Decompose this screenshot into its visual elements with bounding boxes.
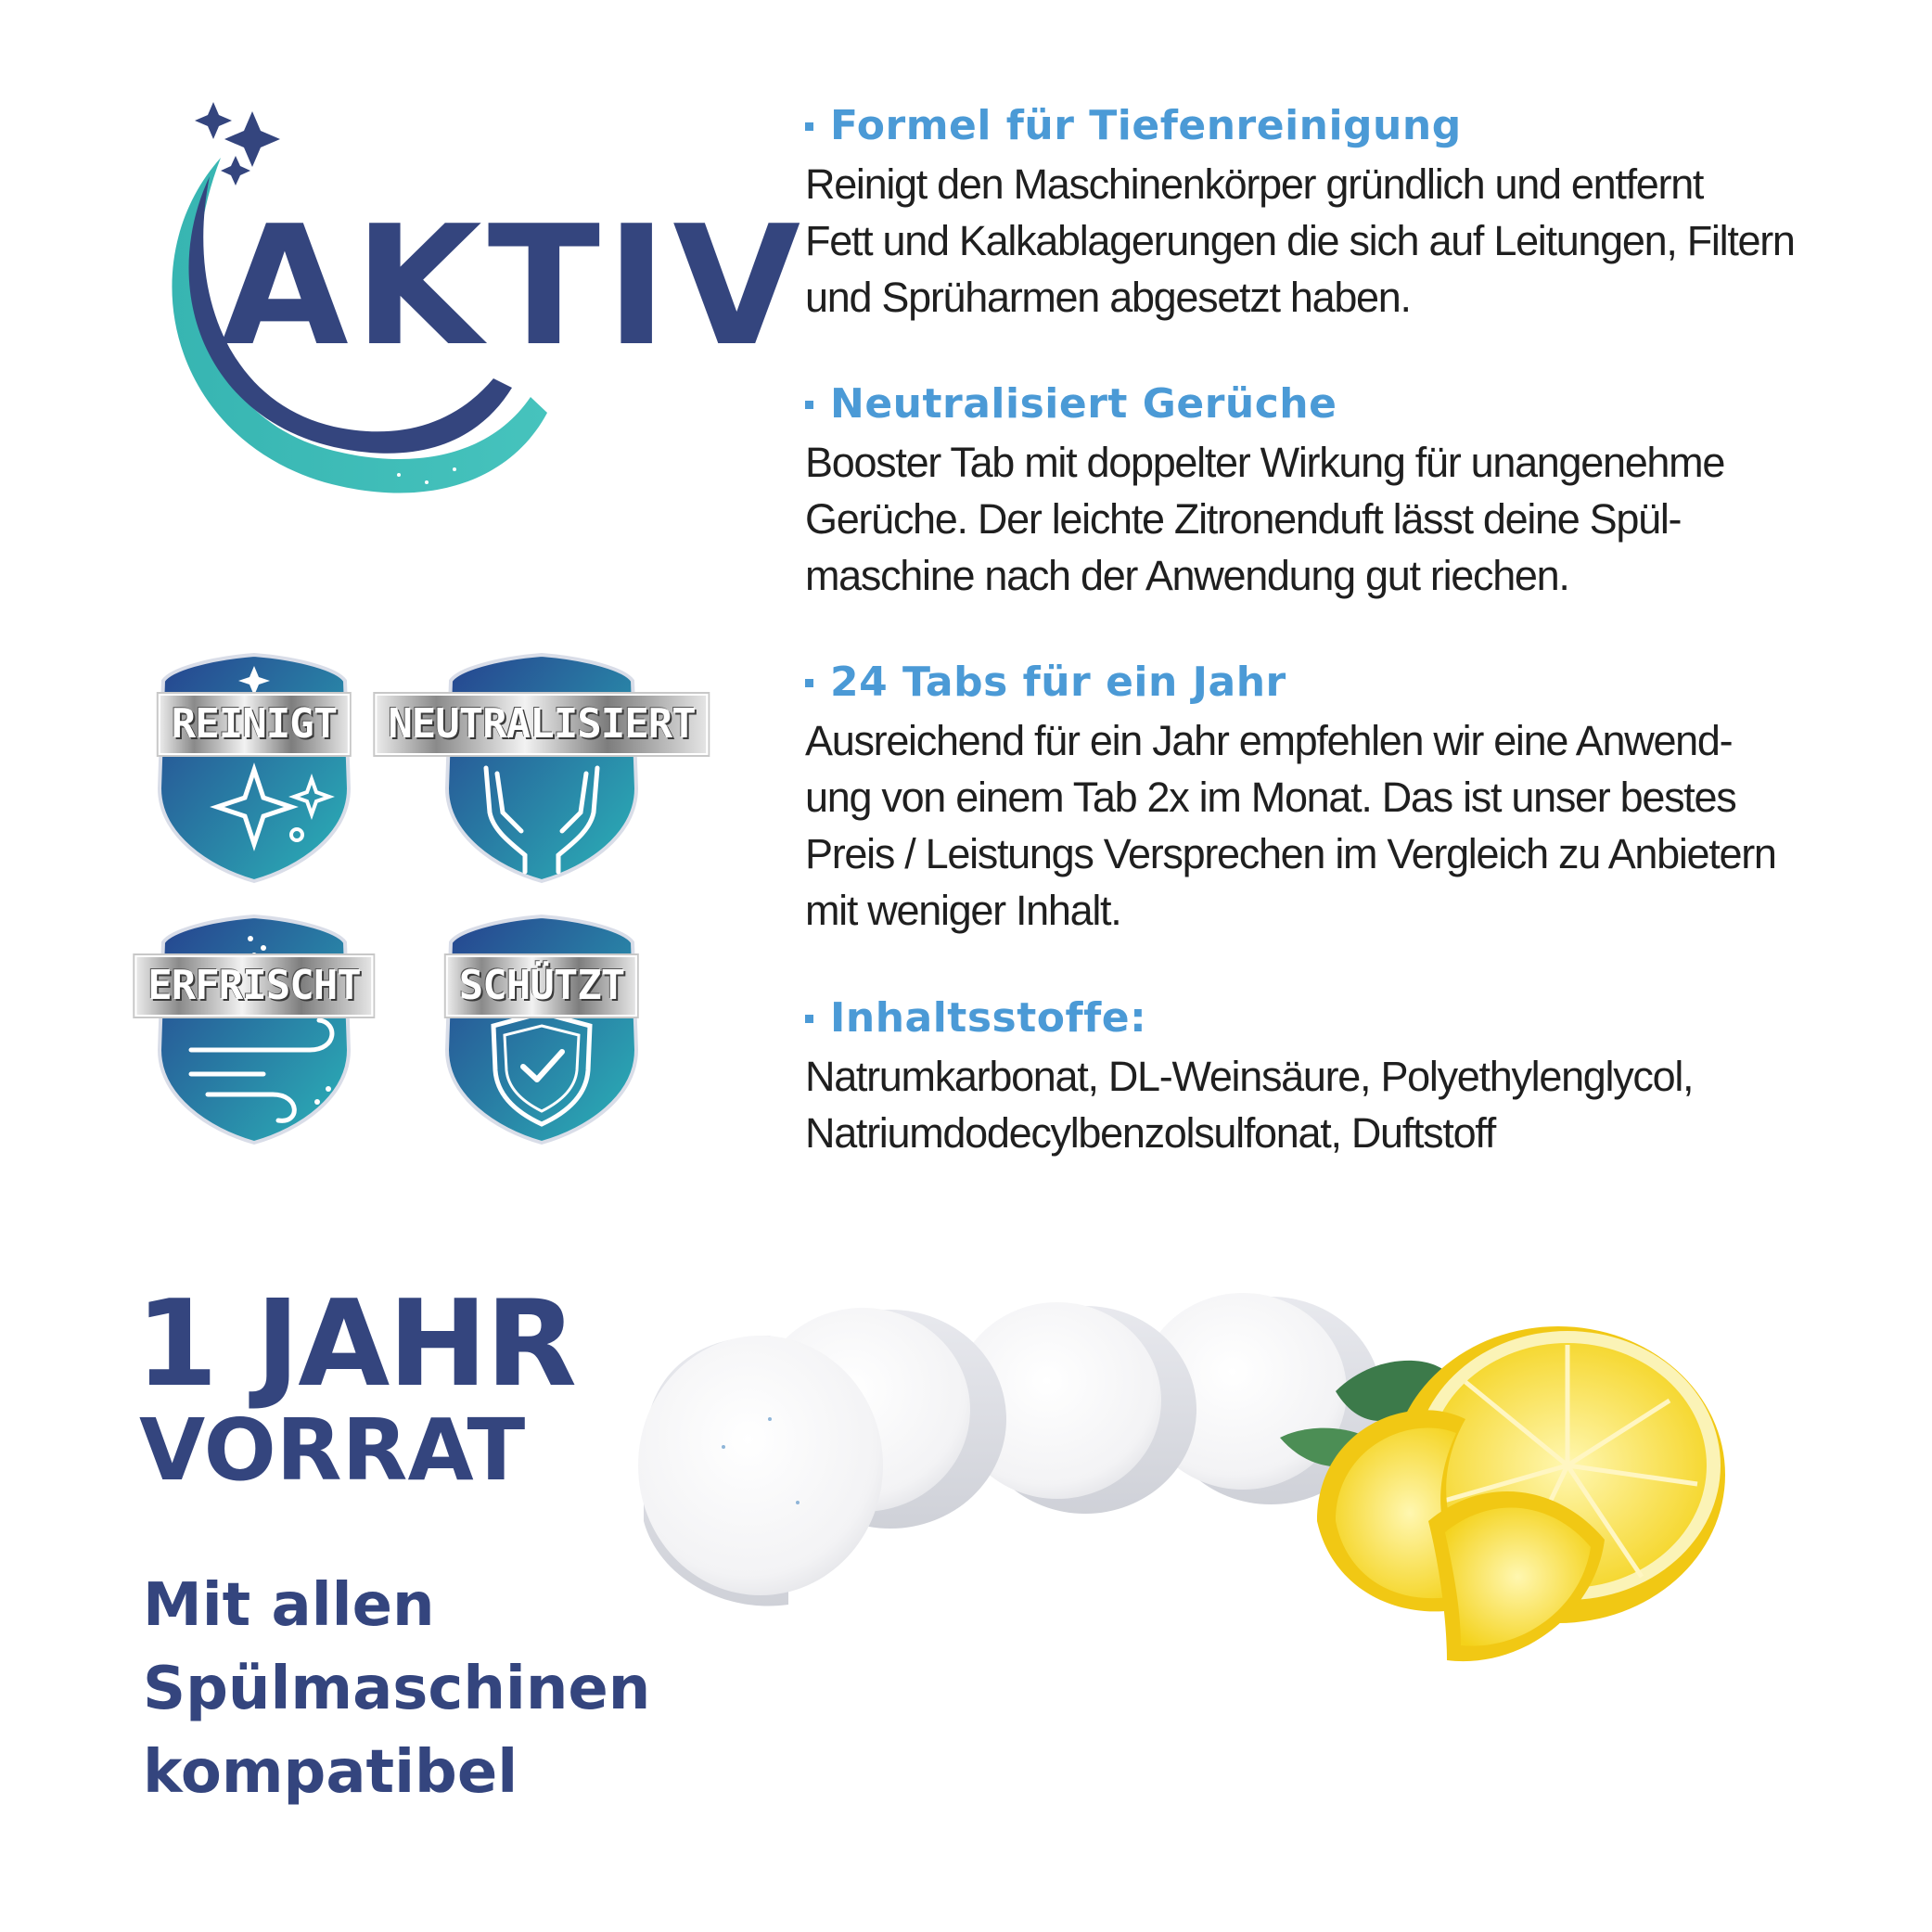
feature-tabs-year <box>805 653 1853 939</box>
tablet-1 <box>638 1336 883 1606</box>
bullet-icon <box>805 122 813 131</box>
bullet-icon <box>805 1015 813 1023</box>
badge-reinigt <box>106 649 403 890</box>
product-image <box>631 1243 1725 1688</box>
feature-ingredients <box>805 989 1853 1161</box>
feature-text: Ausreichend für ein Jahr empfehlen wir eine Anwend- ung von einem Tab 2x im Monat. Das ist unser bestes Preis / Leistungs Versprechen im Vergleich zu Anbietern mit weniger Inhalt. <box>805 717 1776 934</box>
wind-icon <box>106 911 403 1152</box>
badge-label: SCHÜTZT <box>446 955 637 1017</box>
badge-label: NEUTRALISIERT <box>375 694 708 755</box>
feature-title: 24 Tabs für ein Jahr <box>805 653 1853 712</box>
compatibility-text: Mit allen Spülmaschinen kompatibel <box>143 1571 651 1807</box>
badge-neutralisiert <box>388 649 696 890</box>
supply-subheadline: VORRAT <box>139 1401 526 1500</box>
feature-text: Reinigt den Maschinenkörper gründlich und entfernt Fett und Kalkablagerungen die sich auf Leitungen, Filtern und Sprüharmen abgesetzt haben. <box>805 160 1795 321</box>
bullet-icon <box>805 679 813 687</box>
supply-headline: 1 JAHR <box>135 1275 575 1414</box>
feature-text: Natrumkarbonat, DL-Weinsäure, Polyethylenglycol, Natriumdodecylbenzolsulfonat, Duftstoff <box>805 1053 1694 1157</box>
feature-title: Formel für Tiefenreinigung <box>805 96 1853 156</box>
badge-erfrischt <box>106 911 403 1152</box>
logo-text: AKTIV <box>221 190 807 382</box>
feature-odor <box>805 375 1853 604</box>
feature-title: Inhaltsstoffe: <box>805 989 1853 1048</box>
tabs-and-lemons-illustration <box>631 1243 1725 1688</box>
badge-label: REINIGT <box>159 694 350 755</box>
sparkle-icon <box>106 649 403 890</box>
badge-label: ERFRISCHT <box>134 955 373 1017</box>
hands-icon <box>393 649 690 890</box>
badge-schuetzt <box>393 911 690 1152</box>
lemon-wedge-2 <box>1428 1491 1605 1661</box>
bullet-icon <box>805 401 813 409</box>
feature-text: Booster Tab mit doppelter Wirkung für unangenehme Gerüche. Der leichte Zitronenduft lässt deine Spül- maschine nach der Anwendung gut riechen. <box>805 439 1725 599</box>
feature-title: Neutralisiert Gerüche <box>805 375 1853 434</box>
shield-check-icon <box>393 911 690 1152</box>
feature-deep-clean <box>805 96 1853 326</box>
